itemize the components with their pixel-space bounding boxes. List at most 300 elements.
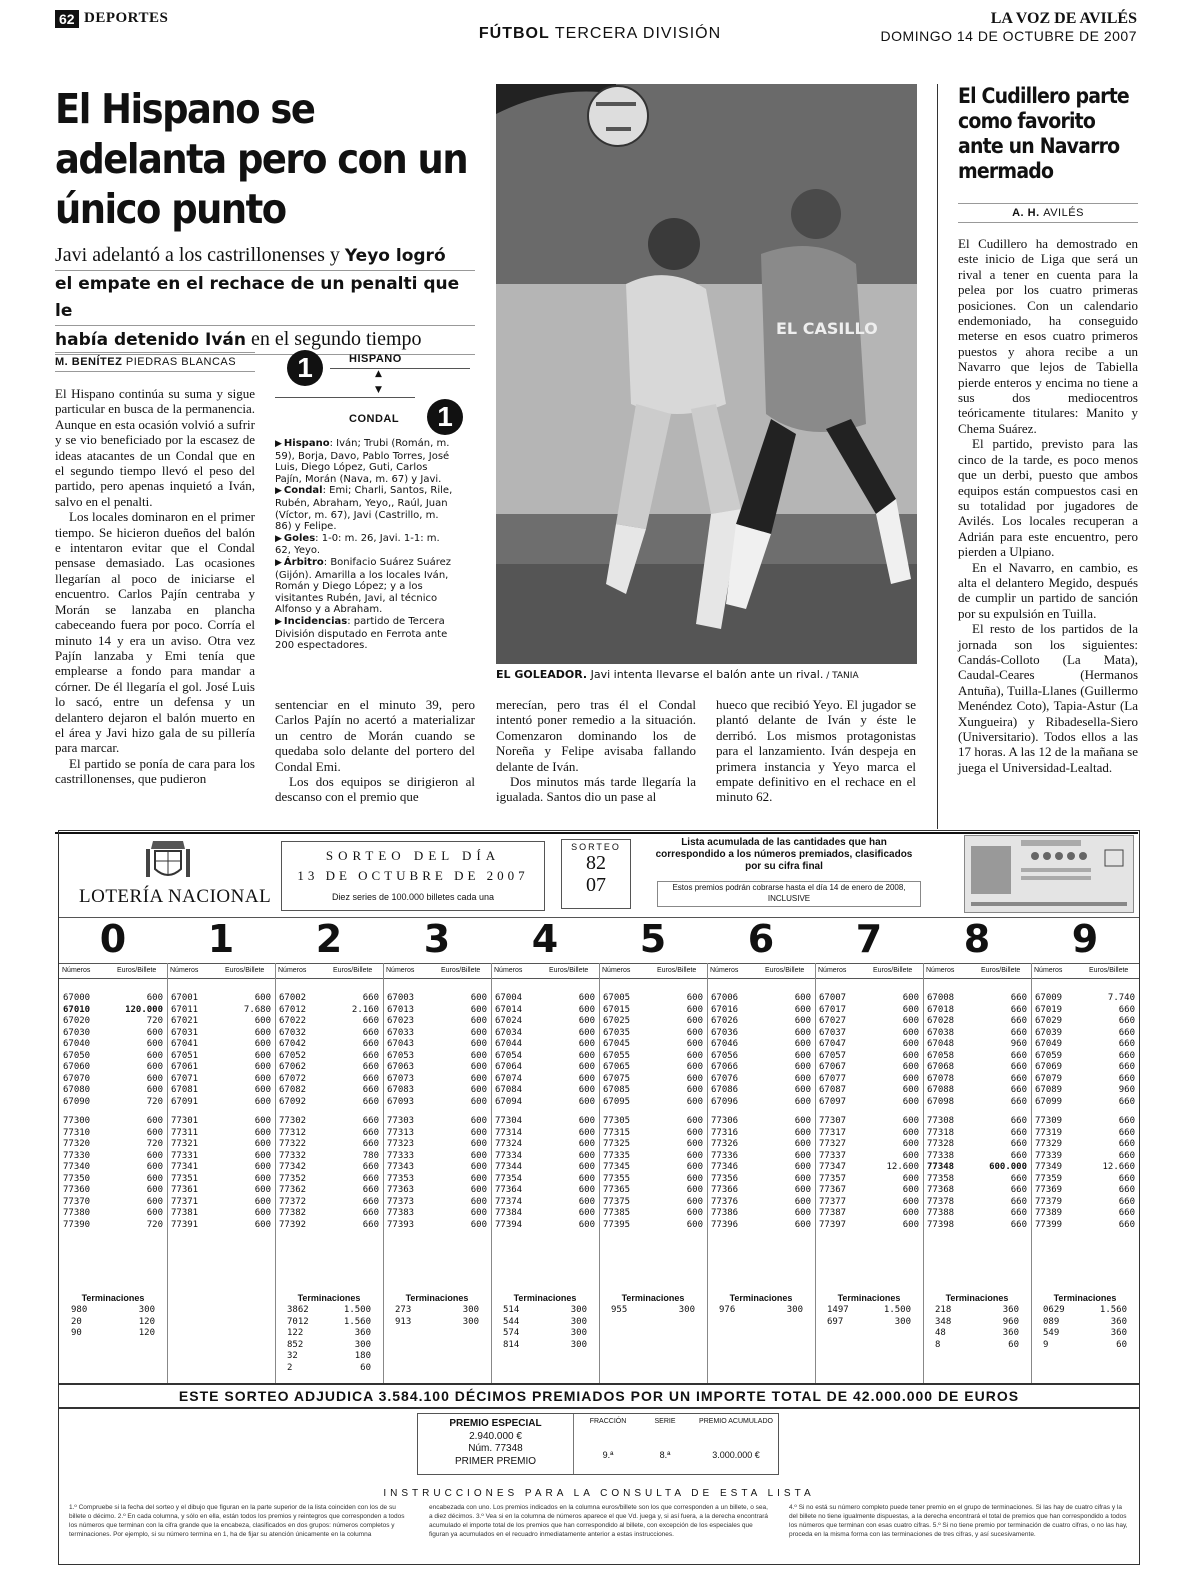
prize-amount: 600 [254, 1073, 271, 1084]
ticket-number: 77380 [63, 1208, 91, 1218]
fact-row [275, 616, 455, 652]
col-header-euros: Euros/Billete [873, 967, 913, 974]
number-row [491, 1097, 599, 1109]
termination-amount: 60 [1116, 1339, 1127, 1350]
ticket-number: 67048 [927, 1039, 955, 1049]
prize-amount: 600 [146, 1150, 163, 1161]
subhead-text: Javi adelantó a los castrillonenses y [55, 244, 345, 266]
ticket-number: 77364 [495, 1185, 523, 1195]
number-row [59, 1162, 167, 1174]
ticket-number: 77357 [819, 1173, 847, 1184]
number-row [275, 1016, 383, 1028]
ticket-number: 67077 [819, 1073, 847, 1084]
number-row [599, 1116, 707, 1128]
prize-amount: 600 [794, 1004, 811, 1015]
prize-amount: 600 [578, 1073, 595, 1084]
ticket-number: 67013 [387, 1004, 415, 1015]
column-divider [937, 84, 938, 829]
prize-amount: 600 [470, 1219, 487, 1230]
termination-amount: 300 [786, 1305, 803, 1315]
prize-amount: 600 [578, 1085, 595, 1095]
number-row [275, 1051, 383, 1063]
lottery-total: ESTE SORTEO ADJUDICA 3.584.100 DÉCIMOS PREMIADOS POR UN IMPORTE TOTAL DE 42.000.000 DE EUROS [59, 1383, 1139, 1409]
article-subhead [55, 242, 475, 355]
ticket-number: 77340 [63, 1162, 91, 1172]
number-row [707, 1139, 815, 1151]
acumulado-header: PREMIO ACUMULADO [699, 1418, 773, 1425]
newspaper-name: LA VOZ DE AVILÉS [990, 10, 1137, 27]
lottery-logo: LOTERÍA NACIONAL [79, 886, 272, 907]
number-row [383, 1074, 491, 1086]
prize-amount: 600 [254, 1062, 271, 1072]
serie-header: SERIE [654, 1418, 676, 1425]
ticket-number: 67007 [819, 993, 847, 1003]
terminations-label: Terminaciones [729, 1293, 793, 1303]
number-row [383, 1162, 491, 1174]
ticket-number: 67028 [927, 1016, 955, 1026]
ticket-number: 67071 [171, 1073, 199, 1084]
termination-number: 48 [935, 1328, 946, 1338]
prize-amount: 600 [254, 1050, 271, 1061]
subhead-bold: Yeyo logró [344, 246, 446, 266]
termination-number: 7012 [287, 1316, 309, 1327]
article-column-3 [496, 697, 696, 805]
ticket-number: 77309 [1035, 1116, 1063, 1126]
number-row [491, 1208, 599, 1220]
ticket-number: 67076 [711, 1073, 739, 1084]
number-row [383, 993, 491, 1005]
number-row [707, 1197, 815, 1209]
terminations-block [815, 1293, 923, 1328]
prize-amount: 600 [254, 1219, 271, 1230]
prize-amount: 600 [686, 1127, 703, 1138]
number-row [707, 1220, 815, 1232]
number-row [167, 1085, 275, 1097]
number-column [815, 993, 923, 1231]
ticket-number: 77314 [495, 1127, 523, 1138]
box-divider [573, 1414, 574, 1474]
termination-row [275, 1328, 383, 1340]
ticket-number: 77323 [387, 1139, 415, 1149]
ticket-number: 77338 [927, 1150, 955, 1161]
ticket-number: 77304 [495, 1116, 523, 1126]
prize-amount: 600 [902, 1150, 919, 1161]
prize-amount: 600 [578, 1096, 595, 1107]
number-row [815, 1074, 923, 1086]
termination-row [815, 1305, 923, 1317]
number-row [923, 993, 1031, 1005]
ticket-number: 67040 [63, 1039, 91, 1049]
prize-amount: 600 [794, 1219, 811, 1230]
ticket-number: 67087 [819, 1085, 847, 1095]
prize-amount: 660 [1010, 1219, 1027, 1230]
ticket-number: 67002 [279, 993, 307, 1003]
number-row [815, 1139, 923, 1151]
column-separator [383, 963, 384, 1383]
number-row [275, 1097, 383, 1109]
ticket-number: 67080 [63, 1085, 91, 1095]
prize-amount: 660 [1118, 1039, 1135, 1049]
digit-header: 7 [855, 917, 883, 961]
prize-amount: 660 [362, 1139, 379, 1149]
ticket-image [964, 835, 1134, 913]
col-header-numbers: Números [170, 967, 199, 974]
number-row [59, 1085, 167, 1097]
caption-lead: EL GOLEADOR. [496, 668, 588, 681]
prize-amount: 600 [686, 1185, 703, 1195]
prize-amount: 600 [686, 1162, 703, 1172]
column-separator [275, 963, 276, 1383]
termination-amount: 360 [1002, 1328, 1019, 1338]
prize-amount: 600 [902, 1016, 919, 1026]
number-row [167, 1208, 275, 1220]
number-row [707, 1074, 815, 1086]
ticket-number: 67095 [603, 1096, 631, 1107]
prize-amount: 600 [794, 1139, 811, 1149]
col-header-euros: Euros/Billete [981, 967, 1021, 974]
termination-number: 955 [611, 1305, 628, 1315]
fact-label: Condal [283, 485, 323, 497]
number-row [815, 1220, 923, 1232]
ticket-number: 67003 [387, 993, 415, 1003]
ticket-number: 77383 [387, 1208, 415, 1218]
prize-amount: 600 [470, 1027, 487, 1038]
number-row [815, 1197, 923, 1209]
ticket-number: 77391 [171, 1219, 199, 1230]
ticket-number: 77326 [711, 1139, 739, 1149]
prize-amount: 600 [470, 1162, 487, 1172]
ticket-number: 77384 [495, 1208, 523, 1218]
prize-amount: 660 [362, 1073, 379, 1084]
issue-date: DOMINGO 14 DE OCTUBRE DE 2007 [880, 28, 1137, 44]
prize-amount: 600 [902, 1208, 919, 1218]
prize-amount: 660 [362, 1016, 379, 1026]
ticket-number: 67027 [819, 1016, 847, 1026]
number-row [275, 1162, 383, 1174]
ticket-number: 67089 [1035, 1085, 1063, 1095]
number-row [491, 1016, 599, 1028]
prize-amount: 600 [794, 1208, 811, 1218]
number-row [923, 1220, 1031, 1232]
termination-row [383, 1317, 491, 1329]
ticket-number: 67078 [927, 1073, 955, 1084]
number-row [599, 1174, 707, 1186]
termination-row [383, 1305, 491, 1317]
number-row [491, 1005, 599, 1017]
prize-amount: 600 [146, 1116, 163, 1126]
number-row [923, 1074, 1031, 1086]
number-row [167, 1162, 275, 1174]
number-row [167, 1220, 275, 1232]
termination-amount: 60 [360, 1362, 371, 1373]
prize-amount: 600 [146, 1196, 163, 1207]
fact-label: Hispano [283, 438, 330, 449]
number-row [59, 1039, 167, 1051]
terminations-label: Terminaciones [297, 1293, 361, 1303]
ticket-number: 77371 [171, 1196, 199, 1207]
ticket-number: 77350 [63, 1173, 91, 1184]
ticket-number: 67051 [171, 1050, 199, 1061]
paragraph: Los locales dominaron en el primer tiempo. Se hicieron dueños del balón e intentaron evitar que el Condal pensase demasiado. Las ocasiones llegarían al poco de iniciarse el encuentro. Carlos Pajín centraba y Morán se lanzaba en plancha cabeceando fuera por poco. Corría el minuto 14 y era un aviso. Otra vez Pajín lanzaba y Emi tenía que emplearse a fondo para mandar a córner. De él llegaría el gol. José Luis lo sacó, entre un defensa y un delantero dejaron el balón muerto en el área y Javi hizo gala de su pillería para marcar. [55, 509, 255, 756]
prize-amount: 600 [146, 1162, 163, 1172]
terminations-label: Terminaciones [513, 1293, 577, 1303]
ticket-number: 67031 [171, 1027, 199, 1038]
ticket-number: 67096 [711, 1096, 739, 1107]
ticket-number: 67092 [279, 1096, 307, 1107]
prize-amount: 660 [1010, 1085, 1027, 1095]
ticket-number: 77318 [927, 1127, 955, 1138]
ticket-number: 77349 [1035, 1162, 1063, 1172]
ticket-number: 77322 [279, 1139, 307, 1149]
prize-amount: 600 [470, 1085, 487, 1095]
draw-year: 07 [586, 874, 606, 896]
ticket-number: 67073 [387, 1073, 415, 1084]
ticket-number: 77360 [63, 1185, 91, 1195]
terminations-label: Terminaciones [405, 1293, 469, 1303]
ticket-number: 67061 [171, 1062, 199, 1072]
number-row [923, 1197, 1031, 1209]
prize-amount: 600 [470, 1150, 487, 1161]
number-row [383, 1039, 491, 1051]
paragraph: El resto de los partidos de la jornada son los siguientes: Candás-Colloto (La Mata), Caudal-Ceares (Hermanos Antuña), Tuilla-Llanes (Guillermo Menéndez Coto), Tapia-Astur (La Xungueira) y Ribadesella-Siero (Universitario). Todos ellos a las 17 horas. A las 12 de la mañana se juega el Universidad-Lealtad. [958, 621, 1138, 775]
fact-label: Árbitro [283, 556, 324, 568]
ticket-number: 67069 [1035, 1062, 1063, 1072]
termination-row [707, 1305, 815, 1317]
ticket-number: 67064 [495, 1062, 523, 1072]
ticket-number: 77300 [63, 1116, 91, 1126]
ticket-number: 77395 [603, 1219, 631, 1230]
ticket-number: 67097 [819, 1096, 847, 1107]
ticket-number: 77336 [711, 1150, 739, 1161]
termination-amount: 1.500 [883, 1305, 911, 1315]
prize-amount: 660 [362, 1127, 379, 1138]
prize-amount: 600 [146, 1073, 163, 1084]
termination-amount: 300 [570, 1305, 587, 1315]
ticket-number: 77307 [819, 1116, 847, 1126]
ticket-number: 67000 [63, 993, 91, 1003]
termination-number: 544 [503, 1316, 520, 1327]
number-row [815, 1097, 923, 1109]
col-header-numbers: Números [278, 967, 307, 974]
terminations-label: Terminaciones [81, 1293, 145, 1303]
fact-text: : Emi; Charli, Santos, Rile, Rubén, Abraham, Yeyo,, Raúl, Juan (Víctor, m. 67), Javi (Castrillo, m. 86) y Felipe. [275, 485, 453, 533]
ticket-number: 67026 [711, 1016, 739, 1026]
ticket-number: 67065 [603, 1062, 631, 1072]
prize-amount: 120.000 [125, 1004, 163, 1015]
prize-amount: 600 [578, 1039, 595, 1049]
special-first: PRIMER PREMIO [454, 1455, 537, 1467]
digit-header-row [59, 917, 1139, 961]
termination-row [1031, 1340, 1139, 1352]
number-row [923, 1162, 1031, 1174]
number-row [383, 1174, 491, 1186]
number-row [59, 1151, 167, 1163]
termination-amount: 300 [138, 1305, 155, 1315]
prize-amount: 600 [686, 1062, 703, 1072]
prize-amount: 600 [470, 1139, 487, 1149]
terminations-label: Terminaciones [621, 1293, 685, 1303]
number-column [383, 993, 491, 1231]
number-row [383, 1220, 491, 1232]
byline-place: PIEDRAS BLANCAS [125, 356, 237, 368]
termination-amount: 360 [1110, 1328, 1127, 1338]
ticket-number: 67050 [63, 1050, 91, 1061]
ticket-number: 67098 [927, 1096, 955, 1107]
ticket-number: 77333 [387, 1150, 415, 1161]
prize-amount: 600 [794, 1085, 811, 1095]
termination-row [491, 1328, 599, 1340]
prize-amount: 600 [254, 1039, 271, 1049]
digit-header: 9 [1071, 917, 1099, 961]
prize-amount: 660 [362, 1027, 379, 1038]
ticket-number: 77392 [279, 1219, 307, 1230]
ticket-number: 67055 [603, 1050, 631, 1061]
ticket-number: 67068 [927, 1062, 955, 1072]
termination-number: 348 [935, 1316, 952, 1327]
number-row [599, 1039, 707, 1051]
number-row [707, 1162, 815, 1174]
col-header-euros: Euros/Billete [117, 967, 157, 974]
ticket-number: 77313 [387, 1127, 415, 1138]
photo-credit: / TANIA [823, 671, 859, 681]
number-row [491, 1162, 599, 1174]
column-separator [707, 963, 708, 1383]
termination-row [275, 1305, 383, 1317]
prize-amount: 600 [794, 1196, 811, 1207]
instructions-col: 1.º Compruebe si la fecha del sorteo y el dibujo que figuran en la parte superior de la lista coinciden con los de su billete o décimo. 2.º En cada columna, y sólo en ella, están todos los premios y reintegros que corresponden a todos los números que terminan con la cifra grande que la encabeza, clasificados en dos grupos: números completos y terminaciones. Por ejemplo, si su número termina en 1, ha de fijar su atención únicamente en la columna [69, 1504, 405, 1538]
number-row [1031, 1039, 1139, 1051]
sidebar-byline [958, 203, 1138, 223]
terminations-block [1031, 1293, 1139, 1351]
triangle-icon: ▶ [275, 439, 282, 449]
termination-number: 913 [395, 1316, 412, 1327]
number-row [1031, 1116, 1139, 1128]
ticket-number: 77348 [927, 1162, 955, 1172]
prize-amount: 600 [254, 1139, 271, 1149]
ticket-number: 77321 [171, 1139, 199, 1149]
match-facts [275, 438, 455, 652]
number-row [815, 1128, 923, 1140]
prize-amount: 600 [146, 993, 163, 1003]
number-row [167, 1097, 275, 1109]
prize-amount: 600 [470, 1185, 487, 1195]
col-header-numbers: Números [1034, 967, 1063, 974]
prize-amount: 600 [902, 1039, 919, 1049]
prize-amount: 600 [794, 1062, 811, 1072]
prize-amount: 600 [686, 1027, 703, 1038]
draw-title: SORTEO DEL DÍA [325, 848, 501, 863]
termination-amount: 300 [354, 1339, 371, 1350]
termination-number: 514 [503, 1305, 520, 1315]
number-row [1031, 1016, 1139, 1028]
termination-number: 814 [503, 1339, 520, 1350]
prize-amount: 600 [254, 1173, 271, 1184]
draw-number: 82 [586, 852, 606, 874]
col-header-euros: Euros/Billete [225, 967, 265, 974]
ticket-number: 67012 [279, 1004, 307, 1015]
number-row [707, 1039, 815, 1051]
score-divider [330, 368, 470, 369]
prize-amount: 600 [902, 1062, 919, 1072]
number-row [707, 1151, 815, 1163]
number-row [1031, 1208, 1139, 1220]
prize-amount: 600 [686, 1004, 703, 1015]
prize-amount: 600 [578, 1208, 595, 1218]
prize-amount: 600 [902, 1196, 919, 1207]
number-row [815, 1016, 923, 1028]
number-row [707, 993, 815, 1005]
prize-amount: 600 [794, 1185, 811, 1195]
prize-amount: 600 [146, 1173, 163, 1184]
score-divider [275, 397, 415, 398]
number-row [599, 1097, 707, 1109]
prize-amount: 600 [902, 1116, 919, 1126]
prize-amount: 660 [362, 1085, 379, 1095]
number-row [275, 1039, 383, 1051]
article-headline: El Hispano se adelanta pero con un único punto [55, 85, 468, 233]
termination-row [1031, 1305, 1139, 1317]
terminations-block [275, 1293, 383, 1374]
number-row [599, 1128, 707, 1140]
prize-amount: 660 [362, 1062, 379, 1072]
prize-amount: 660 [362, 1162, 379, 1172]
prize-amount: 600 [254, 1085, 271, 1095]
prize-amount: 600 [254, 1150, 271, 1161]
number-row [815, 1208, 923, 1220]
prize-amount: 600 [578, 1127, 595, 1138]
termination-amount: 960 [1002, 1316, 1019, 1327]
number-row [815, 1162, 923, 1174]
number-row [59, 1128, 167, 1140]
digit-header: 5 [639, 917, 667, 961]
ticket-number: 67037 [819, 1027, 847, 1038]
termination-amount: 300 [894, 1316, 911, 1327]
prize-amount: 660 [1010, 1016, 1027, 1026]
termination-number: 3862 [287, 1305, 309, 1315]
number-row [383, 1185, 491, 1197]
number-row [491, 1151, 599, 1163]
ticket-number: 77368 [927, 1185, 955, 1195]
prize-amount: 600 [146, 1208, 163, 1218]
number-row [923, 1185, 1031, 1197]
prize-amount: 2.160 [351, 1004, 379, 1015]
termination-number: 8 [935, 1339, 941, 1350]
ticket-number: 67017 [819, 1004, 847, 1015]
prize-amount: 660 [1118, 1073, 1135, 1084]
article-column-2 [275, 697, 475, 805]
col-header-numbers: Números [710, 967, 739, 974]
prize-amount: 600 [902, 1173, 919, 1184]
prize-amount: 600 [794, 1039, 811, 1049]
ticket-number: 67023 [387, 1016, 415, 1026]
ticket-number: 67018 [927, 1004, 955, 1015]
number-row [491, 1185, 599, 1197]
page-number: 62 [55, 10, 79, 28]
termination-number: 122 [287, 1328, 304, 1338]
termination-row [491, 1305, 599, 1317]
byline-author: M. BENÍTEZ [55, 356, 123, 368]
prize-amount: 660 [1010, 1116, 1027, 1126]
number-row [923, 1128, 1031, 1140]
prize-amount: 660 [1118, 1219, 1135, 1230]
fact-label: Incidencias [283, 615, 348, 627]
terminations-block [923, 1293, 1031, 1351]
prize-amount: 600 [254, 1196, 271, 1207]
number-row [599, 1051, 707, 1063]
prize-amount: 600 [578, 1016, 595, 1026]
prize-amount: 660 [1118, 1016, 1135, 1026]
fact-label: Goles [283, 532, 316, 544]
